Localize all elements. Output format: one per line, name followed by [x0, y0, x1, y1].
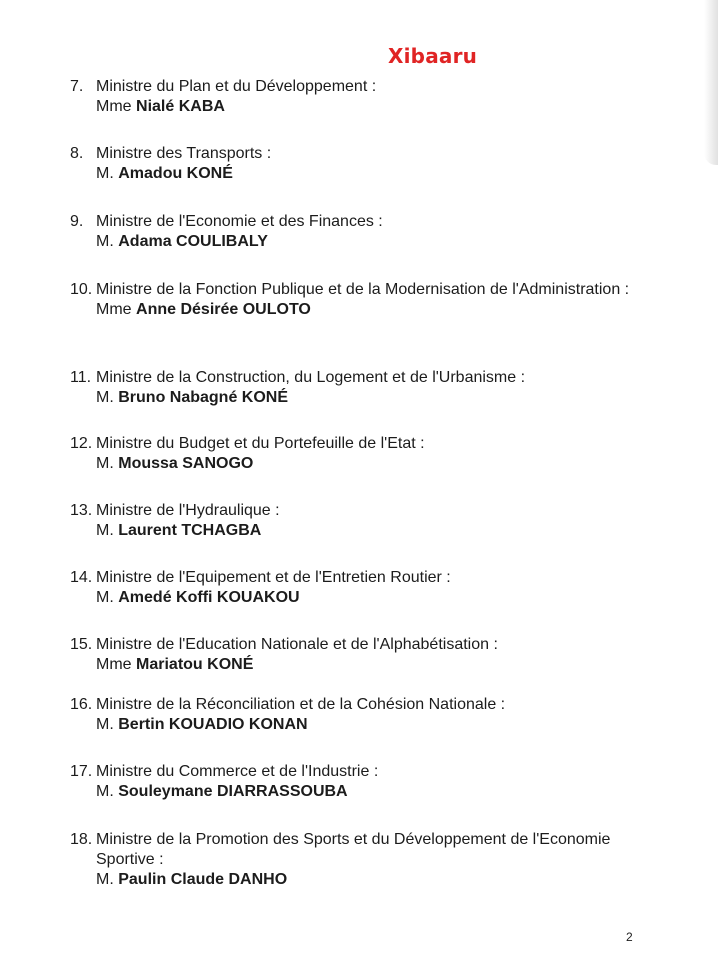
entry-number: 11. [70, 369, 92, 386]
page-number: 2 [626, 930, 633, 944]
minister-entry-10 [70, 280, 636, 320]
minister-entry-12 [70, 434, 636, 474]
entry-number: 9. [70, 213, 84, 230]
ministry-title: Ministre de la Réconciliation et de la Cohésion Nationale : [96, 696, 506, 713]
entry-number: 10. [70, 281, 93, 298]
minister-name: Bruno Nabagné KONÉ [118, 389, 289, 406]
minister-entry-18 [70, 830, 636, 890]
entry-number: 16. [70, 696, 93, 713]
honorific: M. [96, 716, 114, 733]
entry-number: 15. [70, 636, 93, 653]
minister-name-line [96, 521, 636, 541]
entry-number: 18. [70, 831, 93, 848]
honorific: M. [96, 522, 114, 539]
ministry-title: Ministre de la Fonction Publique et de la Modernisation de l'Administration : [96, 281, 630, 298]
minister-entry-15 [70, 635, 636, 675]
entry-number: 14. [70, 569, 93, 586]
minister-name: Moussa SANOGO [118, 455, 254, 472]
watermark: Xibaaru [388, 44, 478, 68]
minister-entry-7 [70, 77, 636, 117]
minister-name-line [96, 655, 636, 675]
honorific: M. [96, 389, 114, 406]
honorific: M. [96, 455, 114, 472]
entry-number: 7. [70, 78, 84, 95]
minister-name-line [96, 454, 636, 474]
minister-name: Souleymane DIARRASSOUBA [118, 783, 348, 800]
honorific: Mme [96, 656, 132, 673]
entry-number: 17. [70, 763, 93, 780]
ministry-title: Ministre de l'Economie et des Finances : [96, 213, 383, 230]
minister-name-line [96, 97, 636, 117]
entry-number: 13. [70, 502, 93, 519]
ministry-title: Ministre de la Promotion des Sports et du Développement de l'Economie Sportive : [96, 831, 611, 868]
honorific: Mme [96, 98, 132, 115]
ministry-title: Ministre de l'Education Nationale et de l'Alphabétisation : [96, 636, 498, 653]
ministry-title: Ministre de l'Equipement et de l'Entretien Routier : [96, 569, 451, 586]
minister-entry-9 [70, 212, 636, 252]
entry-number: 12. [70, 435, 93, 452]
minister-name: Paulin Claude DANHO [118, 871, 288, 888]
ministry-title: Ministre du Budget et du Portefeuille de l'Etat : [96, 435, 425, 452]
minister-name-line [96, 232, 636, 252]
minister-name-line [96, 870, 636, 890]
honorific: Mme [96, 301, 132, 318]
minister-name-line [96, 164, 636, 184]
minister-entry-8 [70, 144, 636, 184]
minister-name: Adama COULIBALY [118, 233, 268, 250]
minister-name: Laurent TCHAGBA [118, 522, 262, 539]
ministry-title: Ministre de la Construction, du Logement et de l'Urbanisme : [96, 369, 526, 386]
minister-name-line [96, 715, 636, 735]
minister-name: Mariatou KONÉ [136, 656, 254, 673]
minister-name: Nialé KABA [136, 98, 225, 115]
ministry-title: Ministre du Plan et du Développement : [96, 78, 377, 95]
minister-entry-17 [70, 762, 636, 802]
page-curl-shadow [704, 0, 718, 165]
minister-name: Amadou KONÉ [118, 165, 233, 182]
minister-name-line [96, 388, 636, 408]
honorific: M. [96, 589, 114, 606]
minister-entry-16 [70, 695, 636, 735]
minister-name-line [96, 588, 636, 608]
honorific: M. [96, 871, 114, 888]
honorific: M. [96, 233, 114, 250]
minister-name: Bertin KOUADIO KONAN [118, 716, 308, 733]
minister-entry-13 [70, 501, 636, 541]
honorific: M. [96, 783, 114, 800]
honorific: M. [96, 165, 114, 182]
ministry-title: Ministre du Commerce et de l'Industrie : [96, 763, 379, 780]
ministry-title: Ministre des Transports : [96, 145, 272, 162]
ministry-title: Ministre de l'Hydraulique : [96, 502, 280, 519]
minister-entry-14 [70, 568, 636, 608]
minister-name: Anne Désirée OULOTO [136, 301, 311, 318]
minister-name-line [96, 782, 636, 802]
minister-name: Amedé Koffi KOUAKOU [118, 589, 300, 606]
minister-name-line [96, 300, 636, 320]
minister-entry-11 [70, 368, 636, 408]
entry-number: 8. [70, 145, 84, 162]
